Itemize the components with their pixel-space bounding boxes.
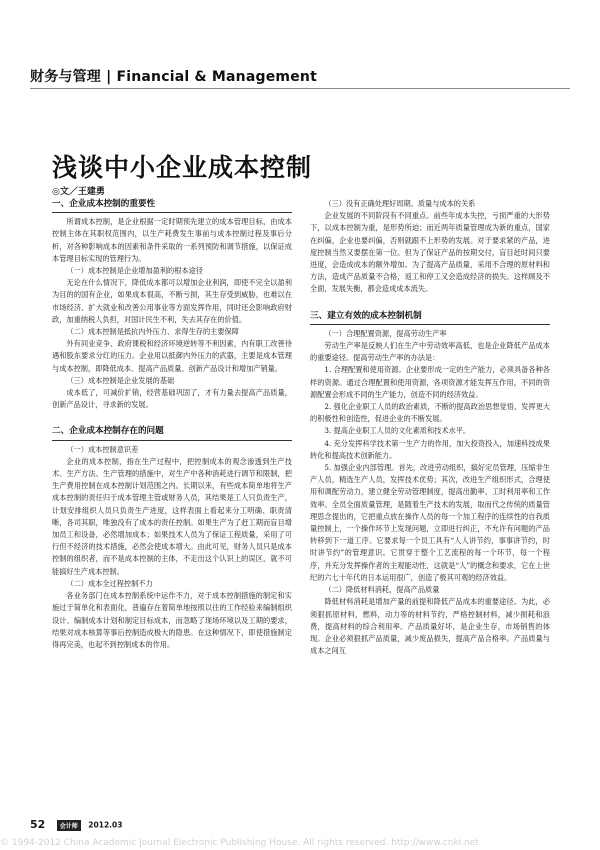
subheading: （二）成本控制是抵抗内外压力、求得生存的主要保障 xyxy=(66,327,239,337)
section-header: 财务与管理 | Financial & Management xyxy=(30,69,317,85)
paragraph: 4. 充分发挥科学技术第一生产力的作用，加大投资投入，加速科技成果转化和提高技术创新能力。 xyxy=(310,438,550,460)
copyright-watermark: © 1994-2012 China Academic Journal Electronic Publishing House. All rights reserved. http://www.cnki.net xyxy=(0,838,479,848)
paragraph: 无论在什么情况下，降低成本都可以增加企业利润，即使不完全以盈利为目的的国有企业，如果成本很高，不断亏损，其生存受到威胁，也难以在市场经济、扩大就业和改善公用事业等方面发挥作用，同时还会影响政府财政，加重纳税人负担，对国计民生不利，失去其存在的价值。 xyxy=(52,278,292,324)
paragraph: 降低材料消耗是增加产量的前提和降低产品成本的重要途径。为此，必须狠抓原材料，燃料，动力等的材料节约，严格控制材料，减少损耗和浪费，提高材料的综合利用率。产品质量好坏，是企业生存，市场销售的体现。企业必须狠抓产品质量，减少废品损失，提高产品合格率。产品质量与成本之间互 xyxy=(310,597,550,656)
subheading: （三）成本控制是企业发展的基础 xyxy=(66,375,175,385)
paragraph: 各业务部门在成本控制系统中运作不力，对于成本控制措施的制定和实施过于简单化和表面化，普遍存在着简单地按照以往的工作经验来编制组织设计、编制成本计划和制定目标成本，而忽略了现场环境以及工期的要求，结果对成本核算等事后控制造成极大的隐患。在这种情况下，即使措施制定得再完美，也起不到控制成本的作用。 xyxy=(52,591,292,649)
page-number: 52 xyxy=(30,818,46,831)
paragraph: 2. 强化企业职工人员的政治素质，不断的提高政治思想觉悟，发挥更大的积极性和创造性，促进企业的不断发展。 xyxy=(310,402,550,424)
header-divider xyxy=(30,88,570,89)
paragraph: 企业发展的不同阶段有不同重点。前些年成本失控，亏损严重的大形势下，以成本控制为重，是形势所迫；而近两年质量管理成为新的重点，国家在纠偏，企业也要纠偏，否则就跟不上形势的发展。对于要求紧的产品，进度控制当然又要摆在第一位。但为了保证产品的按期交付，盲目赶时间只要进度，会造成成本的额外增加。为了提高产品质量，采用不合理的原材料和方法，造成产品质量不合格，返工和停工又会造成经济的损失。这样顾及不全面，发展失衡，都会造成成本流失。 xyxy=(310,211,550,294)
subheading: （一）成本控制是企业增加盈利的根本途径 xyxy=(66,266,203,276)
paragraph: 3. 提高企业职工人员的文化素质和技术水平。 xyxy=(324,426,471,436)
subheading: （二）成本全过程控制不力 xyxy=(66,578,153,588)
paragraph: 成本低了，可减价扩销，经营基础巩固了，才有力量去提高产品质量，创新产品设计，寻求新的发展。 xyxy=(52,388,292,410)
paragraph: 外有同业竞争、政府课税和经济环境逆转等不利因素，内有职工改善待遇和股东要求分红的压力。企业用以抵御内外压力的武器，主要是成本管理与成本控制，即降低成本、提高产品质量、创新产品设计和增加产销量。 xyxy=(52,339,292,373)
section-heading: 一、企业成本控制的重要性 xyxy=(52,198,292,213)
subheading: （一）合理配置资源，提高劳动生产率 xyxy=(324,328,447,338)
page-footer xyxy=(30,818,122,831)
article-title: 浅谈中小企业成本控制 xyxy=(52,153,313,182)
left-column xyxy=(52,198,292,651)
subheading: （二）降低材料消耗，提高产品质量 xyxy=(324,585,440,595)
paragraph: 1. 合理配置和使用资源。企业要形成一定的生产能力，必须具备各种各样的资源。通过合理配置和使用资源，各项资源才能发挥互作用，不同的资源配置会形成不同的生产能力，创造不同的经济效益。 xyxy=(310,365,550,399)
magazine-logo: 会计师 xyxy=(57,820,81,831)
section-heading: 二、企业成本控制存在的问题 xyxy=(52,425,292,440)
paragraph: 劳动生产率是反映人们在生产中劳动效率高低，也是企业降低产品成本的重要途径。提高劳动生产率的办法是： xyxy=(310,341,550,363)
paragraph: 企业的成本控制，指在生产过程中，把控制成本的观念渗透到生产技术、生产方法、生产管理的措施中，对生产中各种消耗进行调节和限制，把生产费用控制在成本控制计划范围之内。长期以来，有些成本简单地将生产成本控制的责任归于成本管理主管或财务人员，其结果是工人只负责生产，计划安排组织人员只负责生产进度，这样表面上看起来分工明确、职责清晰，各司其职，唯独没有了成本的责任控制。如果生产为了赶工期而盲目增加员工和设备，必然增加成本；如果技术人员为了保证工程质量，采用了可行但不经济的技术措施，必然会使成本增大。由此可见，财务人员只是成本控制的组织者，而不是成本控制的主体，不走出这个认识上的误区，就不可能搞好生产成本控制。 xyxy=(52,456,292,576)
section-heading: 三、建立有效的成本控制机制 xyxy=(310,310,550,325)
right-column xyxy=(310,198,550,657)
paragraph: 5. 加强企业内部管理。首先，改进劳动组织，搞好定员管理，压缩非生产人员，精选生产人员，发挥技术优势；其次，改进生产组织形式，合理使用和调配劳动力，建立健全劳动管理制度，提高出勤率、工时利用率和工作效率。全员全面质量管理，是随着生产技术的发展，取而代之传统的质量管理思念提出的，它把重点放在操作人员的每一个加工程序的连续性的自我质量控制上，一个操作环节上发现问题，立即进行纠正，不允许有问题的产品转移到下一道工序。它要求每一个员工具有“人人讲节约，事事讲节约，时时讲节约”的管理意识。它贯穿于整个工艺流程的每一个环节，每一个程序，并充分发挥操作者的主观能动性，这就是“人”的概念和要求，它在上世纪的六七十年代的日本运用很广，创造了极其可观的经济效益。 xyxy=(310,463,550,582)
subheading: （三）没有正确处理好周期、质量与成本的关系 xyxy=(324,199,476,208)
paragraph: 所谓成本控制，是企业根据一定时期预先建立的成本管理目标，由成本控制主体在其职权范围内，以生产耗费发生事前与成本控制过程及事后分析，对各种影响成本的因素和条件采取的一系列预防和调节措施，以保证成本管理目标实现的管理行为。 xyxy=(52,217,292,263)
issue-number: 2012.03 xyxy=(88,820,123,830)
subheading: （一）成本控制意识差 xyxy=(66,444,139,454)
article-author: ◎文／王建勇 xyxy=(52,187,105,197)
